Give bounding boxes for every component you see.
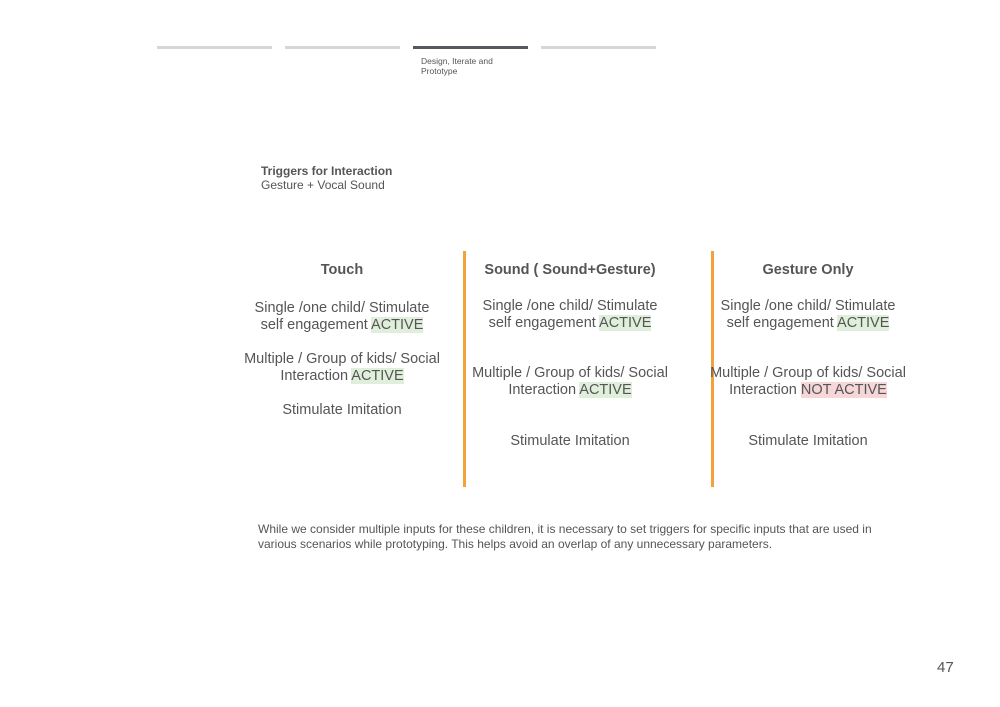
status-active-badge: ACTIVE — [579, 382, 632, 398]
status-active-badge: ACTIVE — [351, 368, 404, 384]
group-item — [708, 365, 908, 399]
progress-step-2 — [285, 46, 400, 49]
page-number: 47 — [937, 659, 954, 676]
single-child-item — [242, 300, 442, 334]
imitation-item: Stimulate Imitation — [748, 433, 868, 449]
imitation-item: Stimulate Imitation — [282, 402, 402, 418]
progress-tracker — [157, 46, 657, 86]
imitation-item: Stimulate Imitation — [510, 433, 630, 449]
progress-step-3 — [413, 46, 528, 76]
group-item — [470, 365, 670, 399]
triggers-subtitle: Gesture + Vocal Sound — [261, 178, 385, 192]
group-text: Multiple / Group of kids/ Social Interaction — [710, 365, 906, 398]
column-touch — [242, 262, 442, 419]
group-text: Multiple / Group of kids/ Social Interaction — [472, 365, 668, 398]
status-active-badge: ACTIVE — [599, 315, 652, 331]
column-sound — [470, 262, 670, 450]
progress-bar — [541, 46, 656, 49]
status-active-badge: ACTIVE — [837, 315, 890, 331]
single-child-item — [470, 298, 670, 332]
explanation-note: While we consider multiple inputs for these children, it is necessary to set triggers for specific inputs that are used in various scenarios while prototyping. This helps avoid an overlap of any unnecessary parameters. — [258, 522, 872, 551]
single-child-text: Single /one child/ Stimulate self engagement — [720, 298, 896, 331]
column-title: Gesture Only — [762, 262, 854, 278]
triggers-heading — [261, 164, 392, 192]
status-not-active-badge: NOT ACTIVE — [800, 382, 887, 398]
group-item — [242, 351, 442, 385]
status-active-badge: ACTIVE — [371, 317, 424, 333]
progress-step-1 — [157, 46, 272, 49]
column-title: Sound ( Sound+Gesture) — [484, 262, 656, 278]
column-gesture — [708, 262, 908, 450]
column-divider — [463, 251, 466, 487]
group-text: Multiple / Group of kids/ Social Interaction — [244, 351, 440, 384]
single-child-text: Single /one child/ Stimulate self engagement — [254, 300, 430, 333]
column-title: Touch — [320, 262, 364, 278]
single-child-item — [708, 298, 908, 332]
progress-bar-active — [413, 46, 528, 49]
single-child-text: Single /one child/ Stimulate self engagement — [482, 298, 658, 331]
progress-bar — [285, 46, 400, 49]
progress-bar — [157, 46, 272, 49]
progress-step-4 — [541, 46, 656, 49]
progress-step-label: Design, Iterate and Prototype — [421, 56, 493, 76]
triggers-title: Triggers for Interaction — [261, 164, 393, 178]
